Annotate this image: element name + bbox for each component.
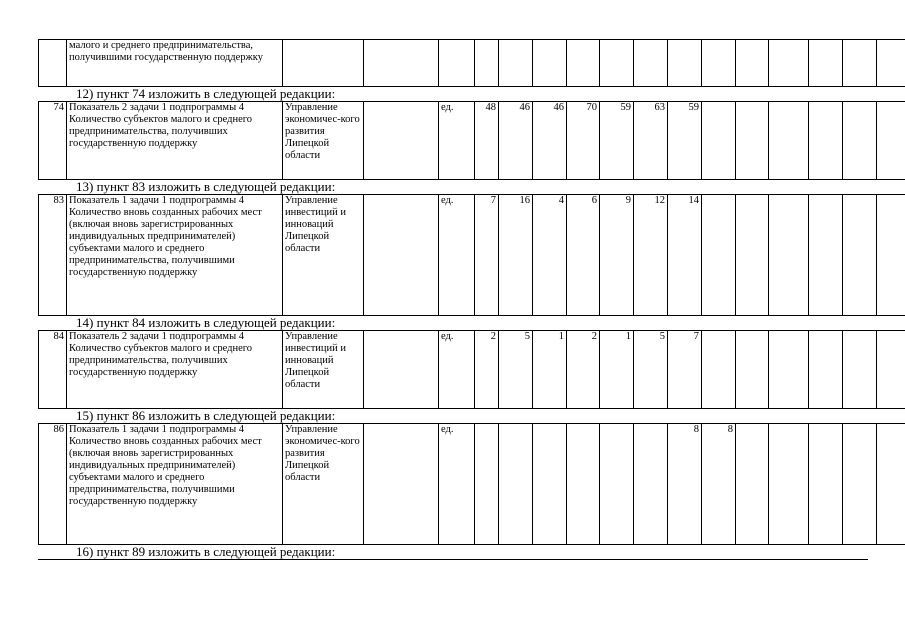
top-continuation-table [38,39,905,87]
value-cell: 14 [668,195,702,316]
unit-cell: ед. [439,331,475,409]
row-number-cell: 83 [39,195,67,316]
value-cell [809,331,843,409]
value-cell [769,195,809,316]
value-cell [769,424,809,545]
value-cell: 12 [634,195,668,316]
indicator-cell: Показатель 2 задачи 1 подпрограммы 4 Количество субъектов малого и среднего предпринимательства, получивших государственную поддержку [67,331,283,409]
value-cell: 1 [533,331,567,409]
value-cell [736,102,769,180]
value-cell: 46 [499,102,533,180]
value-cell: 70 [567,102,600,180]
indicator-cell: малого и среднего предпринимательства, получившими государственную поддержку [67,40,283,87]
value-cell [499,424,533,545]
empty-cell [364,424,439,545]
indicator-cell: Показатель 1 задачи 1 подпрограммы 4 Количество вновь созданных рабочих мест (включая вновь зарегистрированных индивидуальных предпринимателей) субъектами малого и среднего предпринимательства, получившими государственную поддержку [67,424,283,545]
value-cell: 1 [600,331,634,409]
value-cell: 46 [533,102,567,180]
empty-cell [364,102,439,180]
document-sheet [38,39,868,560]
value-cell: 2 [567,331,600,409]
value-cell: 5 [499,331,533,409]
value-cell [702,195,736,316]
table-row [39,40,905,87]
value-cell [809,195,843,316]
empty-cell [877,331,905,409]
value-cell: 7 [668,331,702,409]
value-cell: 6 [567,195,600,316]
organization-cell: Управление экономичес-кого развития Липецкой области [283,102,364,180]
indicator-cell: Показатель 2 задачи 1 подпрограммы 4 Количество субъектов малого и среднего предпринимательства, получивших государственную поддержку [67,102,283,180]
value-cell [702,102,736,180]
indicator-table [38,194,905,316]
indicator-table [38,330,905,409]
value-cell: 5 [634,331,668,409]
value-cell [567,424,600,545]
value-cell [809,102,843,180]
value-cell [843,331,877,409]
value-cell [736,331,769,409]
value-cell: 2 [475,331,499,409]
table-row [39,102,905,180]
value-cell: 48 [475,102,499,180]
value-cell [769,102,809,180]
row-number-cell: 74 [39,102,67,180]
value-cell [736,424,769,545]
value-cell [702,331,736,409]
unit-cell: ед. [439,102,475,180]
empty-cell [364,331,439,409]
value-cell: 8 [668,424,702,545]
value-cell [769,331,809,409]
row-number-cell [39,40,67,87]
value-cell [736,195,769,316]
section-heading: 14) пункт 84 изложить в следующей редакции: [76,315,336,330]
organization-cell [283,40,364,87]
value-cell: 7 [475,195,499,316]
value-cell [533,424,567,545]
empty-cell [364,195,439,316]
value-cell: 63 [634,102,668,180]
row-number-cell: 84 [39,331,67,409]
organization-cell: Управление экономичес-кого развития Липецкой области [283,424,364,545]
value-cell: 16 [499,195,533,316]
organization-cell: Управление инвестиций и инноваций Липецкой области [283,331,364,409]
value-cell [634,424,668,545]
table-row [39,195,905,316]
value-cell [843,195,877,316]
empty-cell [877,424,905,545]
value-cell: 4 [533,195,567,316]
value-cell: 59 [668,102,702,180]
value-cell [600,424,634,545]
indicator-table [38,423,905,545]
unit-cell: ед. [439,195,475,316]
indicator-cell: Показатель 1 задачи 1 подпрограммы 4 Количество вновь созданных рабочих мест (включая вновь зарегистрированных индивидуальных предпринимателей) субъектами малого и среднего предпринимательства, получившими государственную поддержку [67,195,283,316]
value-cell [843,424,877,545]
section-heading: 15) пункт 86 изложить в следующей редакции: [76,408,336,423]
value-cell [843,102,877,180]
section-heading: 13) пункт 83 изложить в следующей редакции: [76,179,336,194]
table-row [39,331,905,409]
value-cell: 59 [600,102,634,180]
unit-cell: ед. [439,424,475,545]
table-row [39,424,905,545]
value-cell [475,424,499,545]
indicator-table [38,101,905,180]
empty-cell [877,102,905,180]
sections-container [38,87,868,545]
value-cell [809,424,843,545]
value-cell: 8 [702,424,736,545]
organization-cell: Управление инвестиций и инноваций Липецкой области [283,195,364,316]
section-heading: 12) пункт 74 изложить в следующей редакции: [76,86,336,101]
value-cell: 9 [600,195,634,316]
final-heading: 16) пункт 89 изложить в следующей редакции: [38,545,868,560]
empty-cell [877,195,905,316]
row-number-cell: 86 [39,424,67,545]
